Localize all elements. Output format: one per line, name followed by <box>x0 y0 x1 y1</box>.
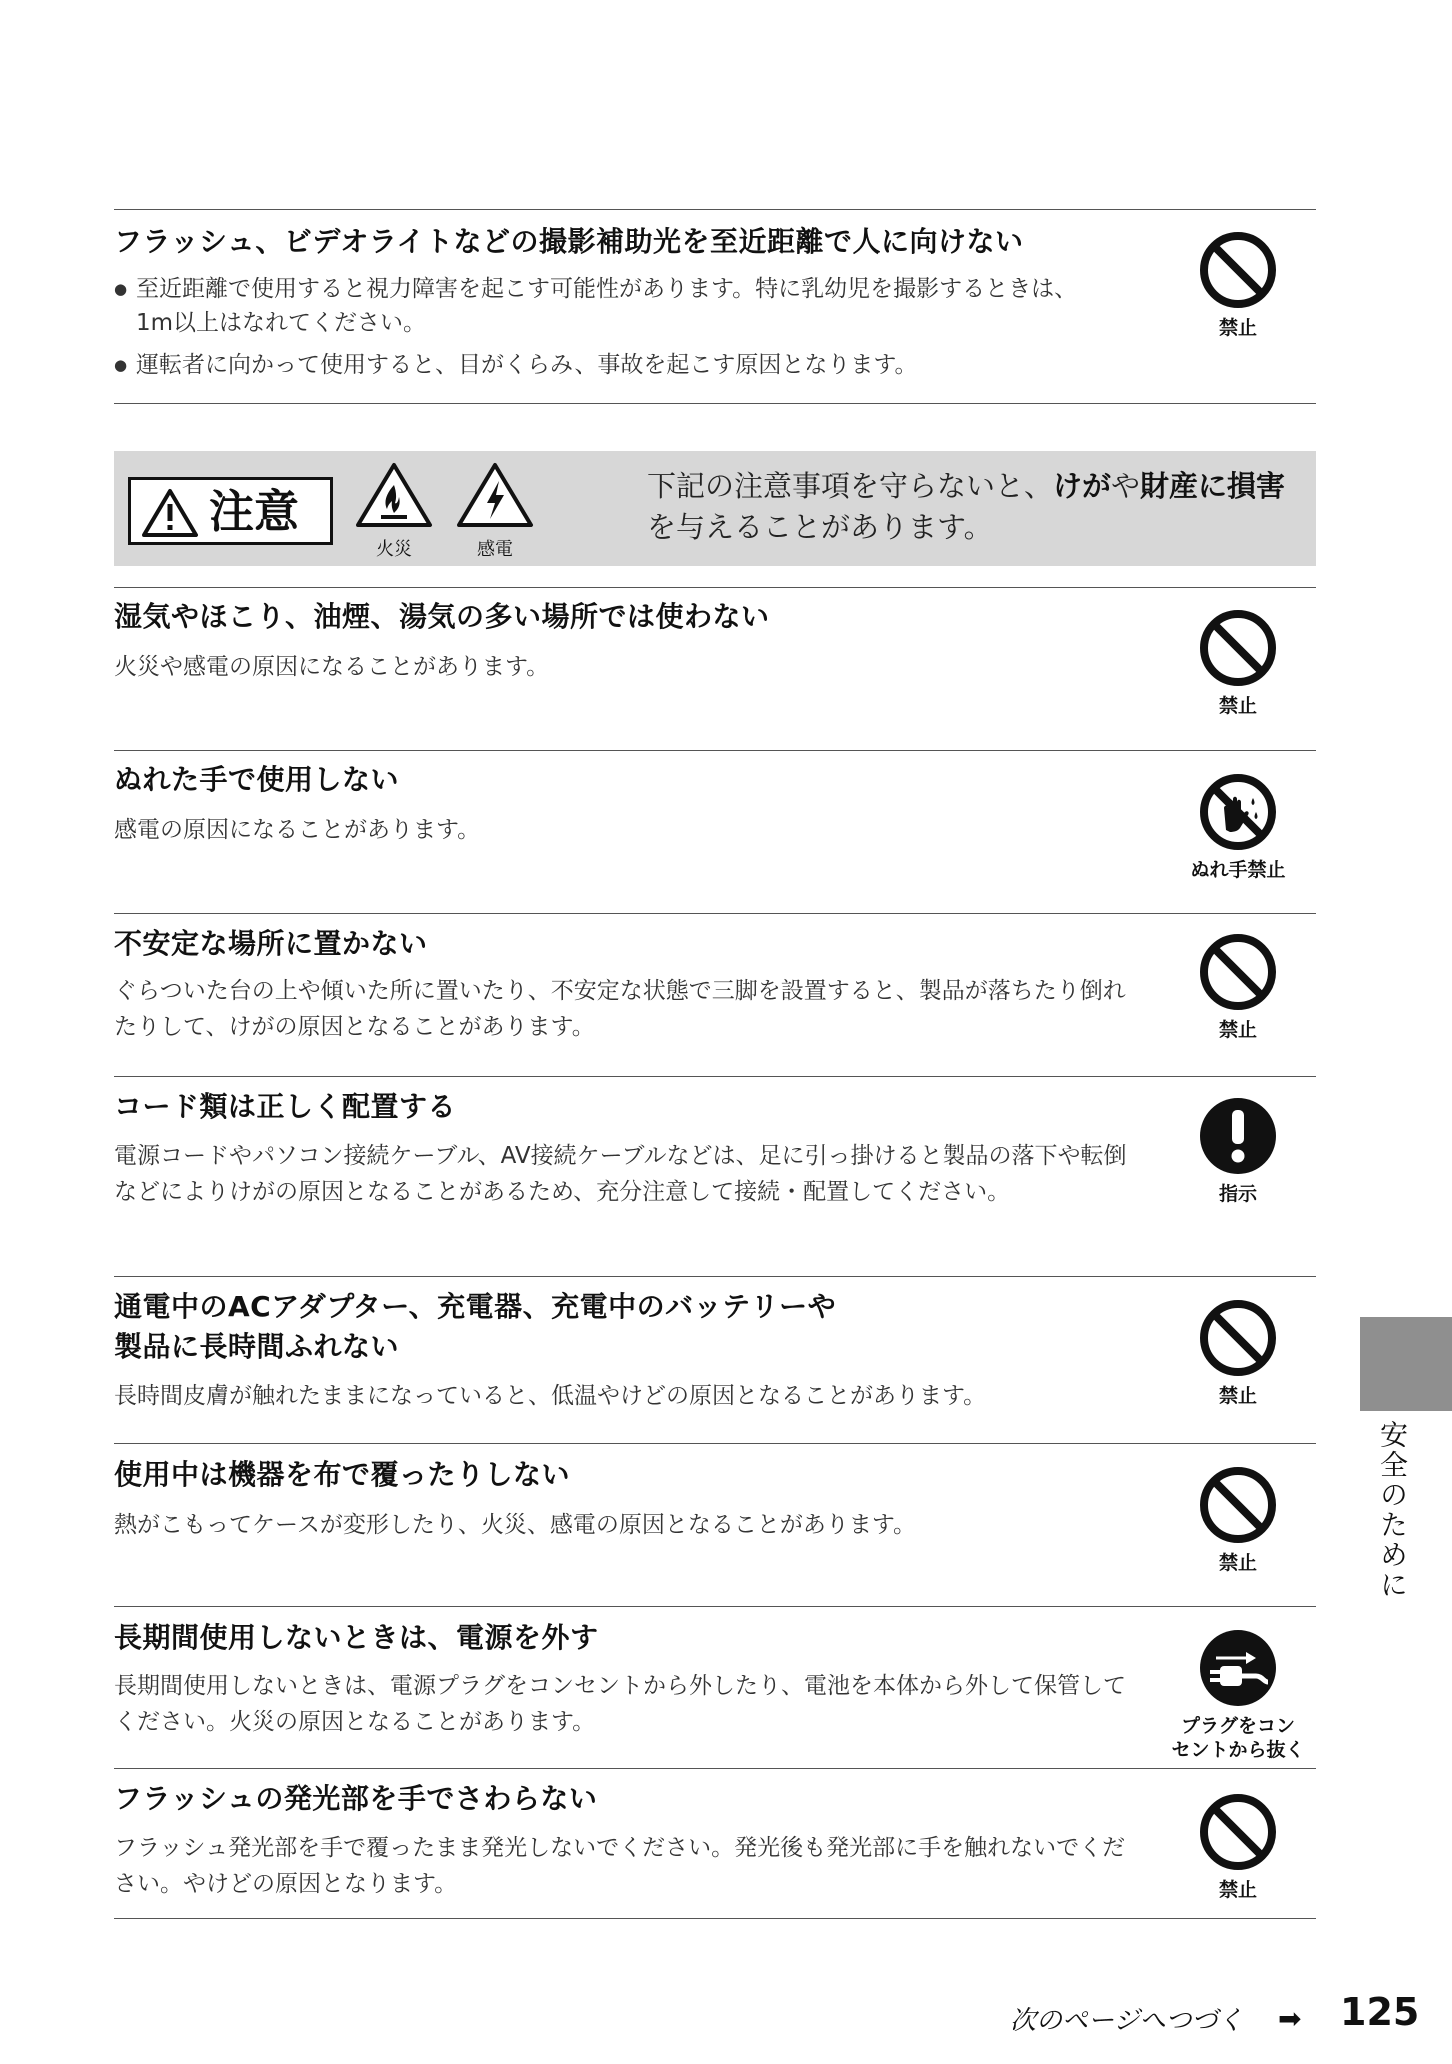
divider <box>114 1768 1316 1769</box>
section-body: ぐらついた台の上や傾いた所に置いたり、不安定な状態で三脚を設置すると、製品が落ちたり倒れたりして、けがの原因となることがあります。 <box>114 978 1126 1040</box>
section-title: 長期間使用しないときは、電源を外す <box>114 1621 599 1654</box>
icon-label: 禁止 <box>1218 1879 1257 1901</box>
icon-label: 指示 <box>1218 1183 1257 1205</box>
caution-message <box>647 466 1287 548</box>
hazard-label: 感電 <box>477 539 513 560</box>
icon-label: 禁止 <box>1218 1385 1257 1407</box>
section-body: 電源コードやパソコン接続ケーブル、AV接続ケーブルなどは、足に引っ掛けると製品の落下や転倒などによりけがの原因となることがあるため、充分注意して接続・配置してください。 <box>114 1143 1127 1205</box>
icon-label: プラグをコン セントから抜く <box>1171 1715 1305 1761</box>
section-title: 通電中のACアダプター、充電器、充電中のバッテリーや <box>114 1290 837 1323</box>
divider <box>114 403 1316 404</box>
caution-label-box <box>128 477 333 545</box>
page-number: 125 <box>1340 1990 1420 2034</box>
unplug-icon <box>1198 1628 1278 1708</box>
bullet-item: ● 至近距離で使用すると視力障害を起こす可能性があります。特に乳幼児を撮影するときは、1m以上はなれてください。 <box>114 272 1104 340</box>
prohibited-sign <box>1173 1465 1303 1575</box>
divider <box>114 1276 1316 1277</box>
section-title: 製品に長時間ふれない <box>114 1330 400 1363</box>
electric-shock-hazard-symbol <box>455 461 535 561</box>
section-body: 熱がこもってケースが変形したり、火災、感電の原因となることがあります。 <box>114 1512 917 1538</box>
instruction-icon <box>1198 1096 1278 1176</box>
icon-label: 禁止 <box>1218 317 1257 339</box>
section-body: 長時間皮膚が触れたままになっていると、低温やけどの原因となることがあります。 <box>114 1383 987 1409</box>
fire-hazard-icon <box>354 461 434 529</box>
prohibited-icon <box>1198 230 1278 310</box>
arrow-right-icon: ➡ <box>1278 2002 1302 2035</box>
icon-label: 禁止 <box>1218 695 1257 717</box>
wet-hand-prohibited-sign <box>1173 772 1303 882</box>
icon-label: 禁止 <box>1218 1552 1257 1574</box>
divider <box>114 913 1316 914</box>
section-title: フラッシュ、ビデオライトなどの撮影補助光を至近距離で人に向けない <box>114 225 1024 258</box>
chapter-tab <box>1360 1317 1452 1411</box>
prohibited-sign <box>1173 1298 1303 1408</box>
electric-shock-icon <box>455 461 535 529</box>
section-title: フラッシュの発光部を手でさわらない <box>114 1782 598 1815</box>
section-title: 不安定な場所に置かない <box>114 927 428 960</box>
caution-message-text: 下記の注意事項を守らないと、 <box>647 469 1054 503</box>
divider <box>114 587 1316 588</box>
next-page-note: 次のページへつづく <box>1010 2006 1244 2036</box>
section-title: 湿気やほこり、油煙、湯気の多い場所では使わない <box>114 600 770 633</box>
wet-hand-prohibited-icon <box>1198 772 1278 852</box>
prohibited-icon <box>1198 932 1278 1012</box>
fire-hazard-symbol <box>354 461 434 561</box>
caution-message-text: を与えることがあります。 <box>647 510 993 544</box>
section-body: 火災や感電の原因になることがあります。 <box>114 654 550 680</box>
divider <box>114 1606 1316 1607</box>
prohibited-icon <box>1198 608 1278 688</box>
section-title: ぬれた手で使用しない <box>114 763 400 796</box>
divider <box>114 750 1316 751</box>
caution-message-emphasis: 財産に損害 <box>1140 469 1286 503</box>
section-title: 使用中は機器を布で覆ったりしない <box>114 1458 571 1491</box>
section-body: 長期間使用しないときは、電源プラグをコンセントから外したり、電池を本体から外して保管してください。火災の原因となることがあります。 <box>114 1673 1126 1735</box>
section-body: フラッシュ発光部を手で覆ったまま発光しないでください。発光後も発光部に手を触れないでください。やけどの原因となります。 <box>114 1835 1126 1897</box>
prohibited-icon <box>1198 1298 1278 1378</box>
divider <box>114 1076 1316 1077</box>
icon-label: ぬれ手禁止 <box>1190 859 1286 881</box>
caution-message-text: や <box>1111 469 1141 503</box>
warning-triangle-icon <box>141 488 199 538</box>
caution-word: 注意 <box>209 485 300 538</box>
bullet-list <box>114 272 1104 390</box>
prohibited-sign <box>1173 932 1303 1042</box>
chapter-label: 安全のために <box>1376 1420 1409 1600</box>
caution-banner <box>114 451 1316 566</box>
section-body: 感電の原因になることがあります。 <box>114 817 481 843</box>
prohibited-sign <box>1173 608 1303 718</box>
divider <box>114 1443 1316 1444</box>
prohibited-icon <box>1198 1792 1278 1872</box>
unplug-sign <box>1158 1628 1318 1762</box>
divider <box>114 1918 1316 1919</box>
caution-message-emphasis: けが <box>1053 469 1112 503</box>
prohibited-sign <box>1173 1792 1303 1902</box>
divider <box>114 209 1316 210</box>
section-title: コード類は正しく配置する <box>114 1090 457 1123</box>
hazard-label: 火災 <box>376 539 412 560</box>
prohibited-sign <box>1173 230 1303 340</box>
instruction-sign <box>1173 1096 1303 1206</box>
prohibited-icon <box>1198 1465 1278 1545</box>
icon-label: 禁止 <box>1218 1019 1257 1041</box>
bullet-item: ● 運転者に向かって使用すると、目がくらみ、事故を起こす原因となります。 <box>114 348 1104 382</box>
